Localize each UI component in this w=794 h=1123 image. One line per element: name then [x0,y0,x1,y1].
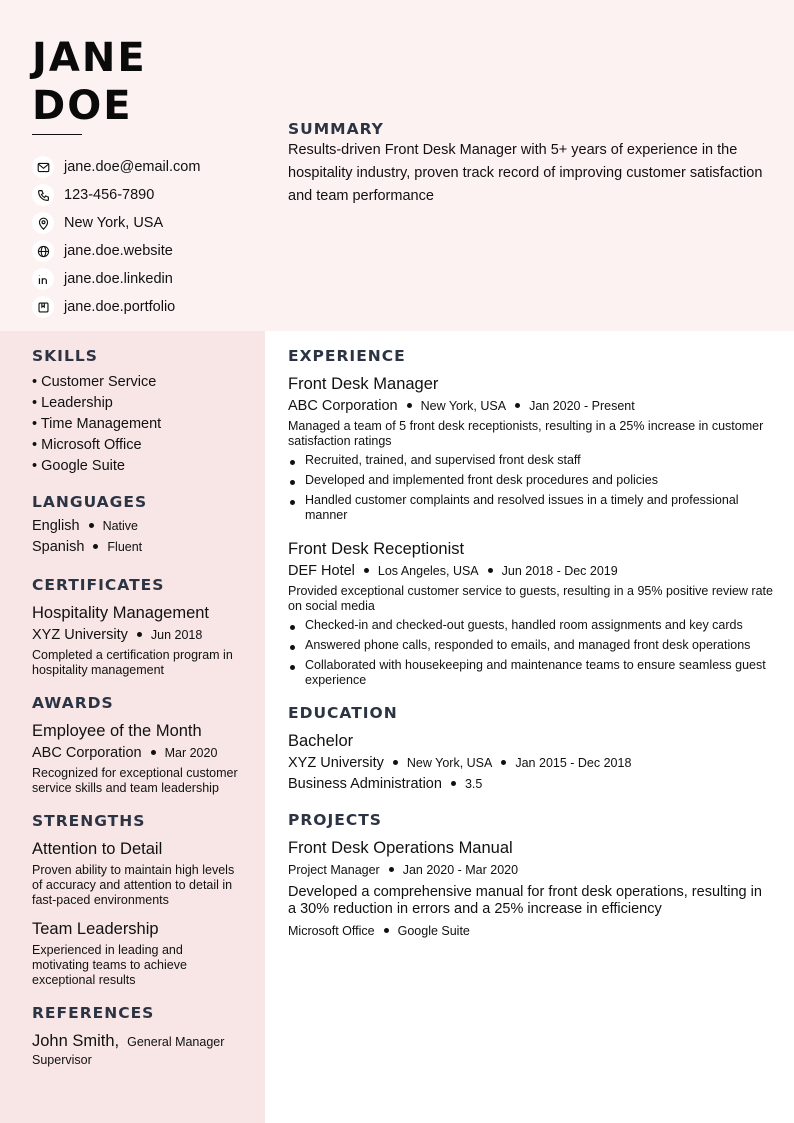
separator-dot [137,632,142,637]
reference-item [32,1029,242,1053]
strength-description: Proven ability to maintain high levels of accuracy and attention to detail in fast-paced environments [32,863,235,907]
separator-dot [488,568,493,573]
experience-location: New York, USA [420,399,507,413]
languages-section [32,493,242,560]
contact-phone[interactable] [32,181,257,209]
reference-relation: Supervisor [32,1053,92,1067]
bullet-item: Developed and implemented front desk procedures and policies [288,473,773,488]
separator-dot [515,403,520,408]
project-tools [288,921,773,942]
awards-section [32,694,242,796]
strength-item [32,837,242,908]
bullet-item: Checked-in and checked-out guests, handled room assignments and key cards [288,618,773,633]
project-meta [288,860,773,881]
contact-website[interactable] [32,237,257,265]
strength-name: Attention to Detail [32,840,163,858]
separator-dot [501,760,506,765]
separator-dot [393,760,398,765]
name-first: JANE [32,35,147,81]
contact-location [32,209,257,237]
strength-item [32,917,242,988]
location-pin-icon [32,212,54,234]
strength-name: Team Leadership [32,920,159,938]
education-item [288,729,773,795]
experience-bullets [288,618,773,688]
skill-item: • Leadership [32,393,242,414]
experience-item [288,537,773,688]
strength-description: Experienced in leading and motivating teams to achieve exceptional results [32,943,187,987]
contact-linkedin-text: jane.doe.linkedin [64,271,173,287]
separator-dot [384,928,389,933]
separator-dot [93,544,98,549]
education-title: EDUCATION [288,704,398,722]
sidebar-column [32,347,242,1083]
award-name: Employee of the Month [32,722,202,740]
separator-dot [407,403,412,408]
contact-linkedin[interactable] [32,265,257,293]
bullet-item: Collaborated with housekeeping and maintenance teams to ensure seamless guest experience [288,658,773,688]
education-meta [288,753,773,774]
globe-icon [32,240,54,262]
separator-dot [89,523,94,528]
summary-title: SUMMARY [288,120,384,138]
education-gpa: 3.5 [464,777,483,791]
contact-website-text: jane.doe.website [64,243,173,259]
education-school: XYZ University [288,755,384,771]
project-tool: Microsoft Office [288,924,375,938]
experience-title: EXPERIENCE [288,347,406,365]
certificate-date: Jun 2018 [150,628,203,642]
skill-item: • Google Suite [32,456,242,477]
experience-location: Los Angeles, USA [377,564,479,578]
experience-description: Provided exceptional customer service to guests, resulting in a 95% positive review rate on social media [288,584,773,613]
language-name: Spanish [32,539,85,555]
language-item [32,518,242,539]
separator-dot [364,568,369,573]
separator-dot [451,781,456,786]
award-date: Mar 2020 [164,746,218,760]
contact-email-text: jane.doe@email.com [64,159,201,175]
education-field-row [288,774,773,795]
experience-item [288,372,773,523]
award-item [32,719,242,796]
skills-title: SKILLS [32,347,98,365]
experience-dates: Jan 2020 - Present [529,399,635,413]
bullet-item: Answered phone calls, responded to emails, and managed front desk operations [288,638,773,653]
portfolio-icon [32,296,54,318]
references-section [32,1004,242,1067]
education-section [288,704,773,795]
award-meta [32,743,242,764]
projects-section [288,811,773,942]
contact-email[interactable] [32,153,257,181]
skill-item: • Customer Service [32,372,242,393]
education-field: Business Administration [288,776,442,792]
project-item [288,836,773,942]
main-column [288,347,773,958]
name-divider [32,134,82,135]
certificates-title: CERTIFICATES [32,576,165,594]
projects-title: PROJECTS [288,811,382,829]
bullet-item: Recruited, trained, and supervised front desk staff [288,453,773,468]
languages-title: LANGUAGES [32,493,148,511]
bullet-item: Handled customer complaints and resolved issues in a timely and professional manner [288,493,773,523]
certificate-issuer: XYZ University [32,627,128,643]
certificate-description: Completed a certification program in hospitality management [32,648,233,677]
experience-meta [288,561,773,582]
reference-name: John Smith, [32,1032,120,1050]
experience-company: ABC Corporation [288,398,398,414]
contact-portfolio[interactable] [32,293,257,321]
skill-item: • Time Management [32,414,242,435]
linkedin-icon [32,268,54,290]
certificate-item [32,601,242,678]
project-name: Front Desk Operations Manual [288,839,513,857]
email-icon [32,156,54,178]
education-dates: Jan 2015 - Dec 2018 [515,756,632,770]
skills-section [32,347,242,477]
strengths-section [32,812,242,988]
project-role: Project Manager [288,863,380,877]
experience-company: DEF Hotel [288,563,355,579]
separator-dot [151,750,156,755]
experience-role: Front Desk Manager [288,375,439,393]
experience-meta [288,396,773,417]
skills-list [32,372,242,477]
summary-section [288,120,768,208]
language-level: Fluent [107,540,143,554]
language-level: Native [102,519,138,533]
reference-position: General Manager [127,1035,225,1049]
certificate-meta [32,625,242,646]
contact-portfolio-text: jane.doe.portfolio [64,299,176,315]
experience-description: Managed a team of 5 front desk receptionists, resulting in a 25% increase in customer satisfaction ratings [288,419,764,448]
name-last: DOE [32,83,133,129]
strengths-title: STRENGTHS [32,812,146,830]
awards-title: AWARDS [32,694,114,712]
education-location: New York, USA [406,756,493,770]
experience-dates: Jun 2018 - Dec 2019 [501,564,618,578]
contact-location-text: New York, USA [64,215,164,231]
certificate-name: Hospitality Management [32,604,210,622]
education-degree: Bachelor [288,732,354,750]
skill-item: • Microsoft Office [32,435,242,456]
separator-dot [389,867,394,872]
project-dates: Jan 2020 - Mar 2020 [402,863,519,877]
experience-bullets [288,453,773,523]
references-title: REFERENCES [32,1004,155,1022]
language-name: English [32,518,80,534]
language-item [32,539,242,560]
summary-text: Results-driven Front Desk Manager with 5+ years of experience in the hospitality industry, proven track record of improving customer satisfaction and team performance [288,142,763,204]
project-description: Developed a comprehensive manual for front desk operations, resulting in a 30% reduction in errors and a 25% increase in efficiency [288,884,762,917]
award-description: Recognized for exceptional customer service skills and team leadership [32,766,238,795]
header-block [32,34,257,321]
experience-section [288,347,773,688]
certificates-section [32,576,242,678]
project-tool: Google Suite [397,924,470,938]
contact-phone-text: 123-456-7890 [64,187,155,203]
award-issuer: ABC Corporation [32,745,142,761]
phone-icon [32,184,54,206]
contact-list [32,153,257,321]
experience-role: Front Desk Receptionist [288,540,465,558]
